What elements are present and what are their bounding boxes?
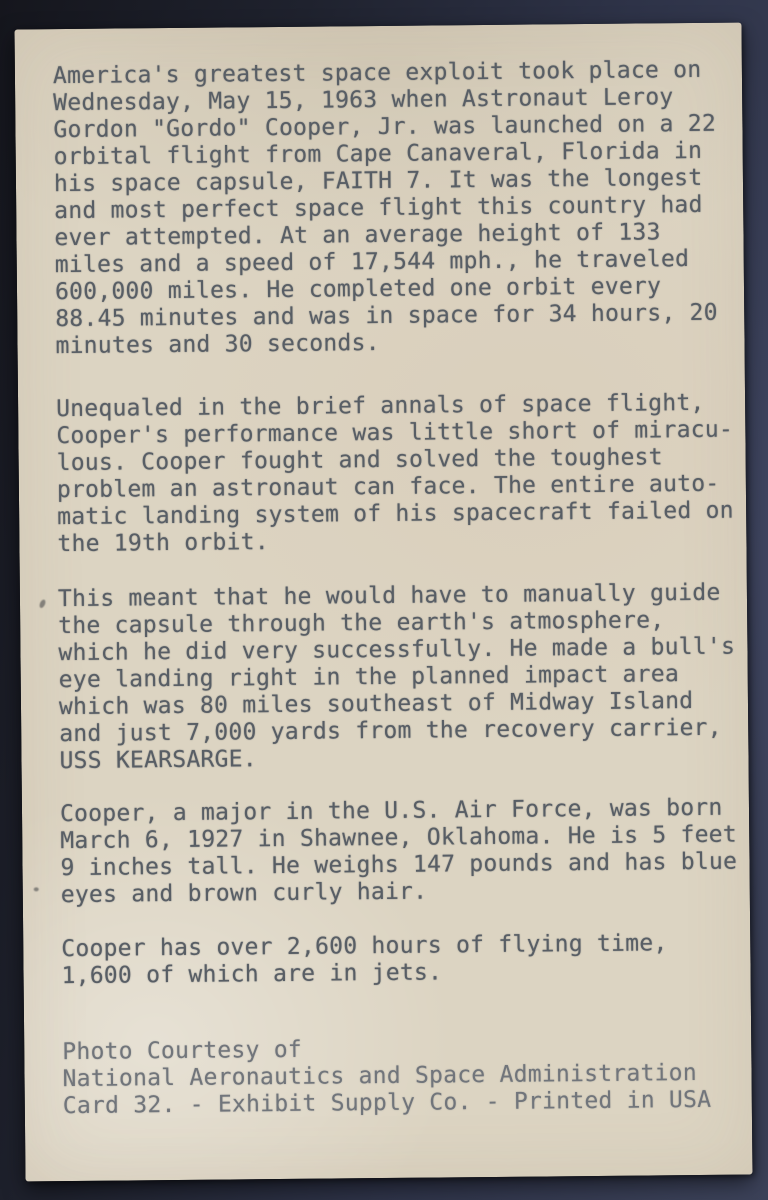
paragraph-flying-hours bbox=[61, 930, 728, 990]
text-line: Cooper has over 2,600 hours of flying time, bbox=[61, 930, 668, 963]
text-line: eye landing right in the planned impact area bbox=[58, 661, 680, 694]
text-line: This meant that he would have to manually guide bbox=[57, 579, 721, 613]
text-line: orbital flight from Cape Canaveral, Florida in bbox=[53, 137, 703, 171]
text-line: miles and a speed of 17,544 mph., he traveled bbox=[54, 246, 690, 279]
paragraph-performance bbox=[56, 389, 734, 558]
text-line: and most perfect space flight this country had bbox=[54, 191, 703, 225]
text-line: his space capsule, FAITH 7. It was the longest bbox=[53, 164, 703, 198]
text-line: Gordon "Gordo" Cooper, Jr. was launched on a 22 bbox=[53, 110, 717, 144]
text-line: the 19th orbit. bbox=[57, 529, 270, 558]
footer-line-card-number: Card 32. - Exhibit Supply Co. - Printed in USA bbox=[62, 1086, 712, 1120]
text-line: March 6, 1927 in Shawnee, Oklahoma. He is 5 feet bbox=[60, 821, 738, 855]
trading-card-back bbox=[14, 23, 752, 1182]
footer-line-nasa-credit: National Aeronautics and Space Administration bbox=[62, 1060, 698, 1093]
ink-speck bbox=[34, 887, 39, 891]
text-line: matic landing system of his spacecraft failed on bbox=[57, 497, 734, 531]
text-line: 600,000 miles. He completed one orbit every bbox=[54, 273, 662, 306]
text-line: the capsule through the earth's atmosphere, bbox=[58, 607, 665, 640]
text-line: ever attempted. At an average height of 133 bbox=[54, 219, 661, 252]
text-line: USS KEARSARGE. bbox=[59, 746, 258, 775]
paragraph-flight-summary bbox=[53, 57, 723, 360]
text-line: problem an astronaut can face. The entire auto- bbox=[56, 470, 720, 504]
text-line: lous. Cooper fought and solved the toughest bbox=[56, 444, 663, 477]
text-line: 88.45 minutes and was in space for 34 hours, 20 bbox=[55, 299, 718, 333]
text-line: which was 80 miles southeast of Midway Island bbox=[58, 688, 694, 721]
text-line: and just 7,000 yards from the recovery carrier, bbox=[59, 714, 722, 748]
card-text bbox=[52, 56, 738, 1120]
paragraph-biography bbox=[59, 794, 738, 909]
ink-speck bbox=[38, 599, 46, 609]
text-line: Cooper's performance was little short of miracu- bbox=[56, 416, 734, 450]
text-line: Unequaled in the brief annals of space flight, bbox=[56, 389, 705, 423]
text-line: America's greatest space exploit took place on bbox=[52, 56, 702, 90]
text-line: 1,600 of which are in jets. bbox=[61, 959, 443, 990]
paragraph-manual-landing bbox=[57, 579, 736, 775]
footer-line-photo-credit: Photo Courtesy of bbox=[62, 1036, 303, 1066]
text-line: Wednesday, May 15, 1963 when Astronaut Leroy bbox=[53, 84, 674, 117]
text-line: eyes and brown curly hair. bbox=[60, 878, 428, 909]
text-line: which he did very successfully. He made a bull's bbox=[58, 633, 736, 667]
card-footer bbox=[62, 1033, 730, 1120]
text-line: minutes and 30 seconds. bbox=[55, 330, 380, 360]
text-line: Cooper, a major in the U.S. Air Force, was born bbox=[59, 794, 723, 828]
text-line: 9 inches tall. He weighs 147 pounds and has blue bbox=[60, 848, 738, 882]
